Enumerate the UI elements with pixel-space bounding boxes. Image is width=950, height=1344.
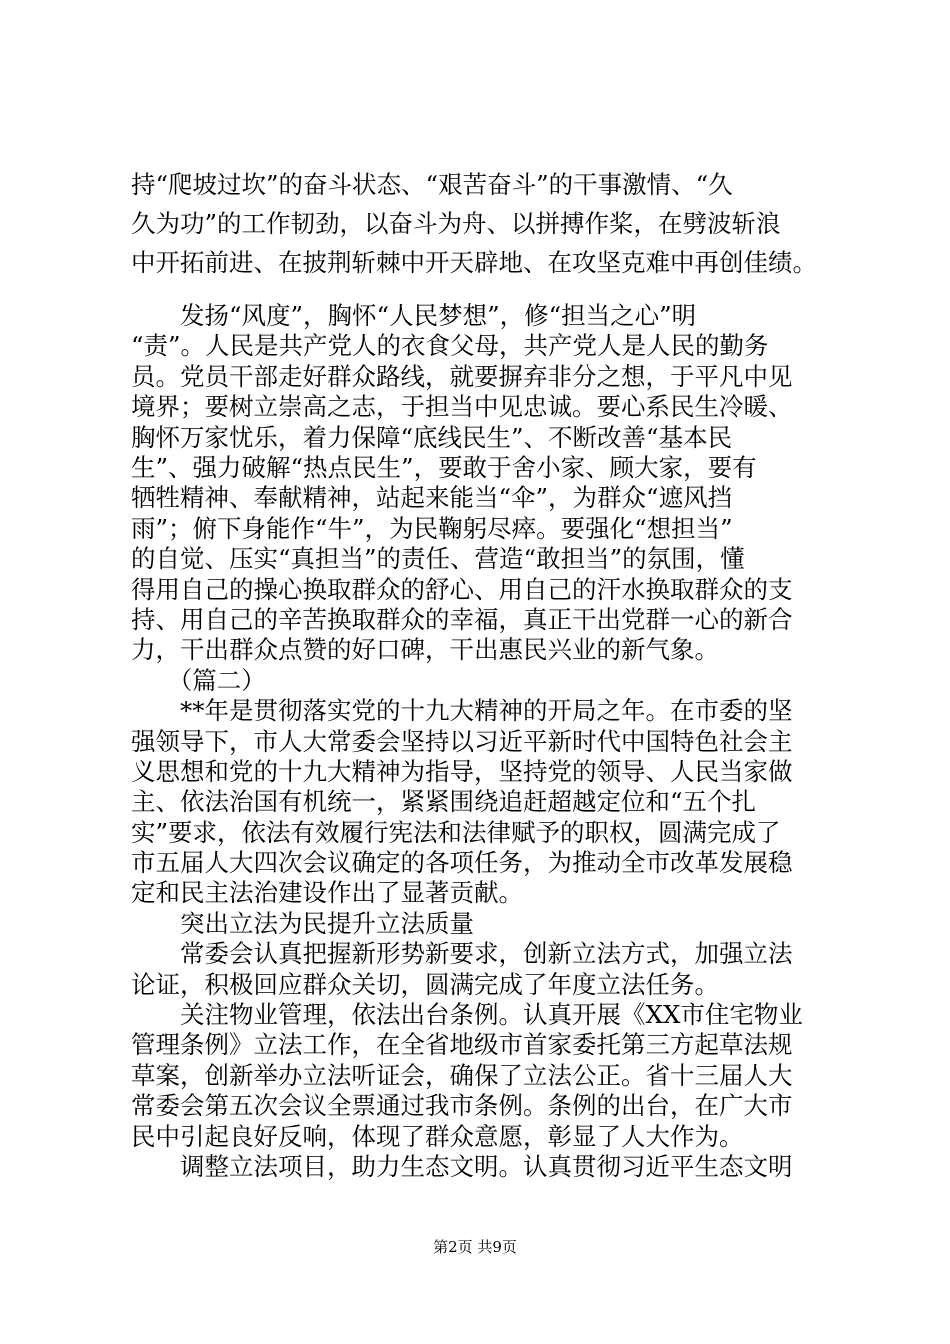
text-line: 雨”；俯下身能作“牛”，为民鞠躬尽瘁。要强化“想担当”	[131, 513, 733, 543]
text-line: 员。党员干部走好群众路线，就要摒弃非分之想，于平凡中见	[131, 361, 793, 391]
text-line: **年是贯彻落实党的十九大精神的开局之年。在市委的坚	[131, 696, 793, 726]
text-line: 的自觉、压实“真担当”的责任、营造“敢担当”的氛围，懂	[131, 544, 745, 574]
text-line: 市五届人大四次会议确定的各项任务，为推动全市改革发展稳	[131, 848, 793, 878]
text-line: 定和民主法治建设作出了显著贡献。	[131, 878, 523, 908]
text-line: 民中引起良好反响，体现了群众意愿，彰显了人大作为。	[131, 1121, 744, 1151]
text-line: 中开拓前进、在披荆斩棘中开天辟地、在攻坚克难中再创佳绩。	[131, 248, 817, 277]
text-line: 草案，创新举办立法听证会，确保了立法公正。省十三届人大	[131, 1060, 793, 1090]
text-line: 管理条例》立法工作，在全省地级市首家委托第三方起草法规	[131, 1030, 793, 1060]
text-line: 论证，积极回应群众关切，圆满完成了年度立法任务。	[131, 969, 719, 999]
text-line: 力，干出群众点赞的好口碑，干出惠民兴业的新气象。	[131, 635, 719, 665]
text-line: 胸怀万家忧乐，着力保障“底线民生”、不断改善“基本民	[131, 422, 733, 452]
text-line: 调整立法项目，助力生态文明。认真贯彻习近平生态文明	[131, 1152, 793, 1181]
page-footer: 第2页 共9页	[433, 1238, 517, 1256]
text-line: 持、用自己的辛苦换取群众的幸福，真正干出党群一心的新合	[131, 604, 793, 634]
text-line: 牺牲精神、奉献精神，站起来能当“伞”，为群众“遮风挡	[131, 483, 733, 513]
text-line: 境界；要树立崇高之志，于担当中见忠诚。要心系民生冷暖、	[131, 392, 793, 422]
text-line: 关注物业管理，依法出台条例。认真开展《XX市住宅物业	[131, 1000, 803, 1030]
text-line: 发扬“风度”，胸怀“人民梦想”，修“担当之心”明	[131, 301, 697, 330]
text-line: 持“爬坡过坎”的奋斗状态、“艰苦奋斗”的干事激情、“久	[131, 170, 733, 199]
text-line: “责”。人民是共产党人的衣食父母，共产党人是人民的勤务	[131, 331, 769, 361]
text-line: 主、依法治国有机统一，紧紧围绕追赶超越定位和“五个扎	[131, 787, 757, 817]
text-line: 常委会认真把握新形势新要求，创新立法方式，加强立法	[131, 939, 793, 969]
subsection-heading: 突出立法为民提升立法质量	[131, 908, 474, 938]
section-heading: （篇二）	[131, 665, 266, 695]
text-line: 义思想和党的十九大精神为指导，坚持党的领导、人民当家做	[131, 756, 793, 786]
text-line: 实”要求，依法有效履行宪法和法律赋予的职权，圆满完成了	[131, 817, 781, 847]
text-line: 生”、强力破解“热点民生”，要敢于舍小家、顾大家，要有	[131, 452, 757, 482]
text-line: 强领导下，市人大常委会坚持以习近平新时代中国特色社会主	[131, 726, 793, 756]
text-line: 得用自己的操心换取群众的舒心、用自己的汗水换取群众的支	[131, 574, 793, 604]
text-line: 常委会第五次会议全票通过我市条例。条例的出台，在广大市	[131, 1091, 793, 1121]
text-line: 久为功”的工作韧劲，以奋斗为舟、以拼搏作桨，在劈波斩浪	[131, 209, 781, 238]
